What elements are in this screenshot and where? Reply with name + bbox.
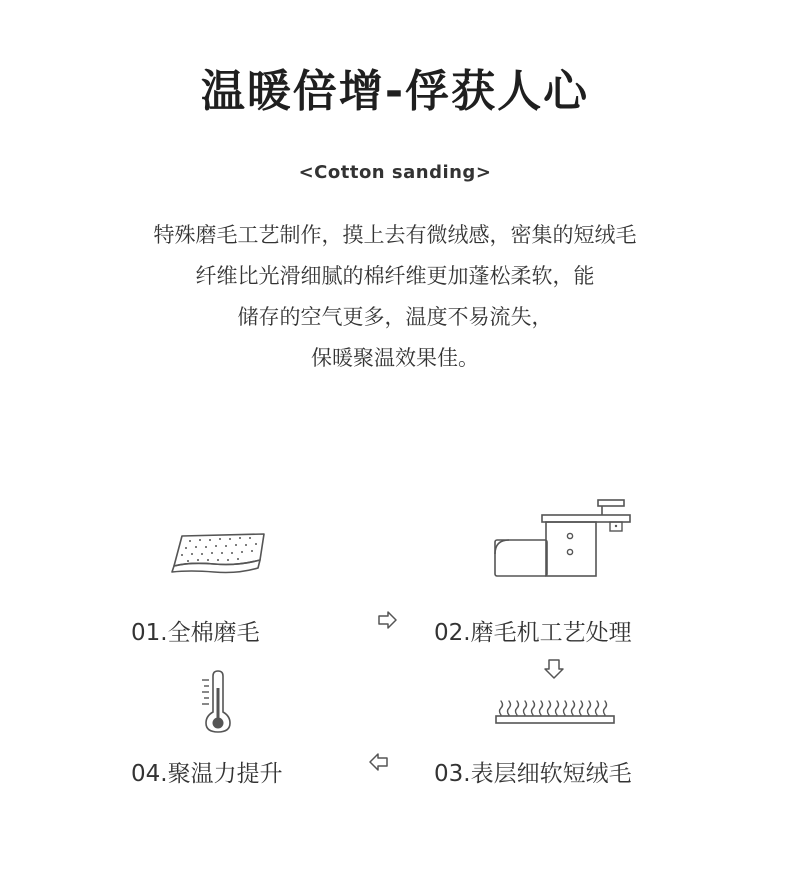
step-3-label: 03.表层细软短绒毛 <box>434 761 632 787</box>
arrow-left-icon <box>367 752 389 772</box>
step-2-label: 02.磨毛机工艺处理 <box>434 620 632 646</box>
sanding-machine-icon <box>492 496 634 580</box>
step-4-label: 04.聚温力提升 <box>131 761 283 787</box>
cotton-fabric-icon <box>168 528 268 576</box>
page-title: 温暖倍增-俘获人心 <box>200 66 590 117</box>
description-line: 保暖聚温效果佳。 <box>311 346 479 370</box>
arrow-down-icon <box>543 658 565 680</box>
description-line: 特殊磨毛工艺制作，摸上去有微绒感，密集的短绒毛 <box>153 223 637 247</box>
description-line: 储存的空气更多，温度不易流失， <box>237 305 553 329</box>
description <box>0 215 790 379</box>
step-1-label: 01.全棉磨毛 <box>131 620 260 646</box>
page-subtitle: <Cotton sanding> <box>298 162 492 183</box>
short-fleece-icon <box>494 698 616 726</box>
arrow-right-icon <box>377 610 399 630</box>
thermometer-icon <box>200 670 240 734</box>
description-line: 纤维比光滑细腻的棉纤维更加蓬松柔软，能 <box>195 264 595 288</box>
